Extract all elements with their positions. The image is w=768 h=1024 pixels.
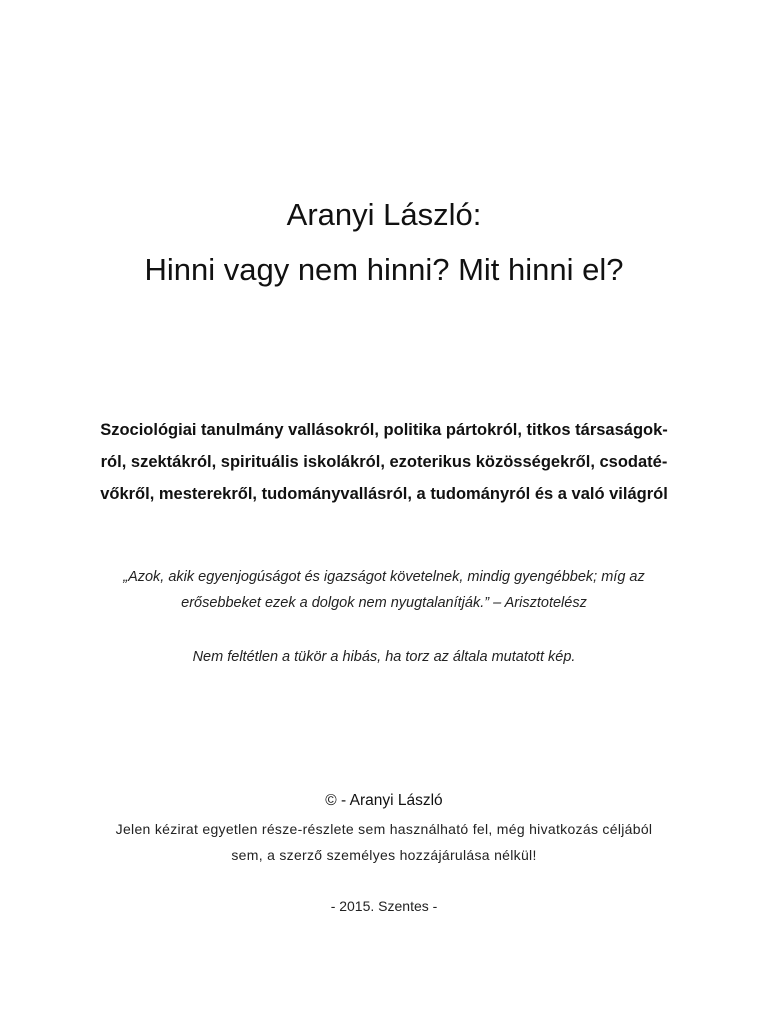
copyright-line: © - Aranyi László (325, 792, 443, 809)
motto: Nem feltétlen a tükör a hibás, ha torz az általa mutatott kép. (192, 649, 576, 665)
subtitle-line-2: ról, szektákról, spirituális iskolákról, ezoterikus közösségekről, csodaté- (100, 453, 668, 471)
author-heading: Aranyi László: (286, 197, 482, 232)
year-place: - 2015. Szentes - (330, 898, 438, 914)
rights-notice-line-1: Jelen kézirat egyetlen része-részlete sem használható fel, még hivatkozás céljából (115, 821, 653, 837)
rights-notice-line-2: sem, a szerző személyes hozzájárulása nélkül! (231, 847, 537, 863)
quote-line-1: „Azok, akik egyenjogúságot és igazságot követelnek, mindig gyengébbek; míg az (123, 569, 645, 585)
subtitle-line-1: Szociológiai tanulmány vallásokról, politika pártokról, titkos társaságok- (100, 421, 668, 439)
quote-line-2: erősebbeket ezek a dolgok nem nyugtalanítják.” – Arisztotelész (181, 595, 587, 611)
subtitle-line-3: vőkről, mesterekről, tudományvallásról, a tudományról és a való világról (100, 485, 668, 503)
document-title: Hinni vagy nem hinni? Mit hinni el? (144, 252, 624, 287)
